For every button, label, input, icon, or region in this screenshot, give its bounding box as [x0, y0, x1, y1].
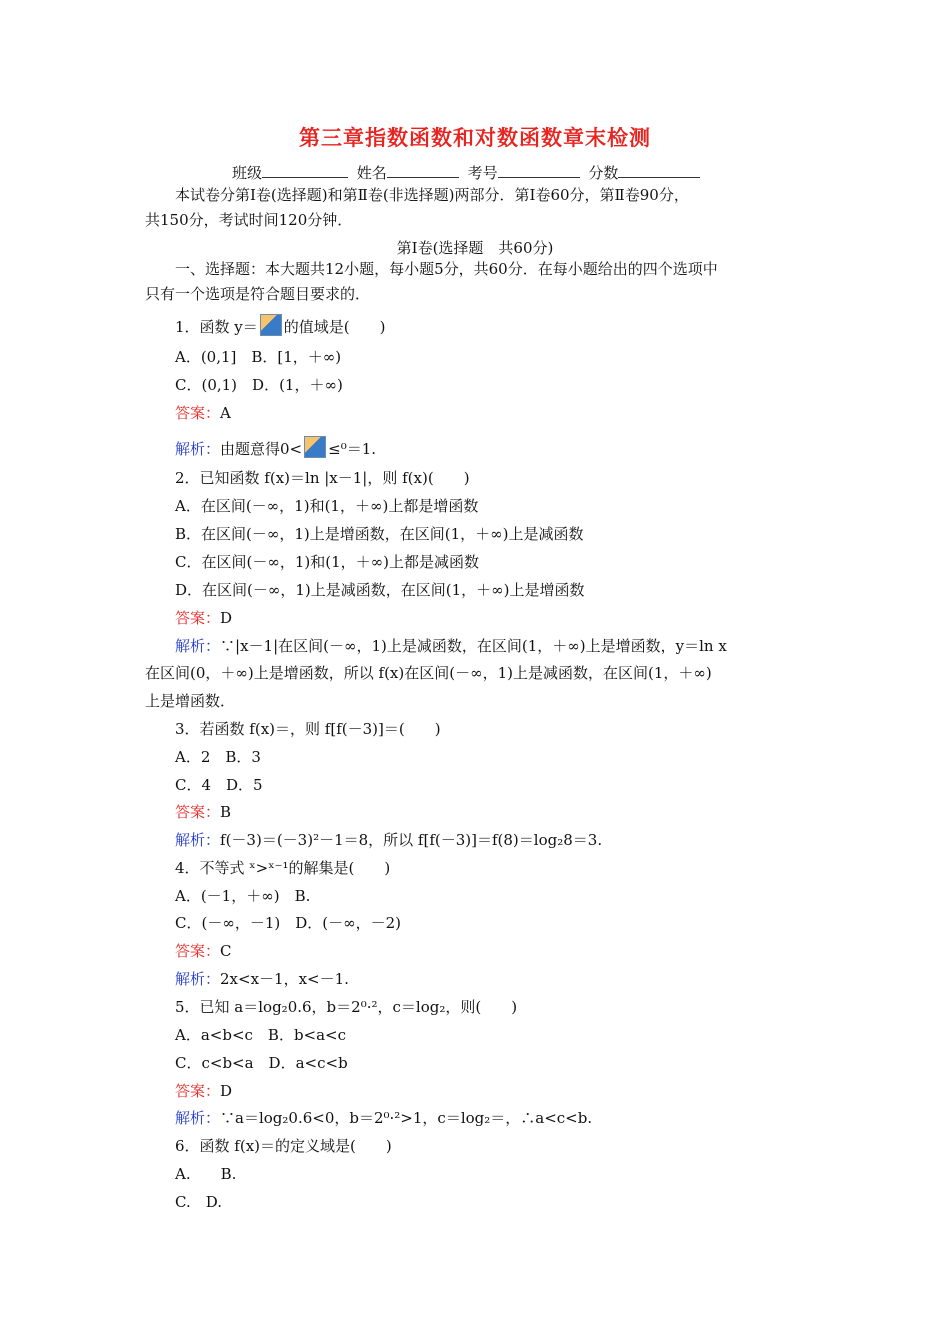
- q2-option-c: C．在区间(－∞，1)和(1，＋∞)上都是减函数: [175, 553, 479, 571]
- q2-option-a: A．在区间(－∞，1)和(1，＋∞)上都是增函数: [175, 497, 479, 515]
- q3-answer: 答案：B: [175, 803, 232, 821]
- name-blank: [387, 163, 459, 178]
- id-label: 考号: [467, 164, 498, 182]
- q5-stem: 5．已知 a＝log₂0.6，b＝2⁰·²，c＝log₂，则( ): [175, 998, 518, 1016]
- q1-analysis: 解析：由题意得0< ≤⁰＝1.: [175, 436, 376, 459]
- q1-options-2: C．(0,1) D．(1，＋∞): [175, 376, 343, 394]
- document-title: 第三章指数函数和对数函数章末检测: [299, 125, 651, 150]
- class-blank: [262, 163, 348, 178]
- intro-line-2: 共150分，考试时间120分钟．: [145, 211, 353, 229]
- q2-option-d: D．在区间(－∞，1)上是减函数，在区间(1，＋∞)上是增函数: [175, 581, 585, 599]
- q4-analysis: 解析：2x<x－1，x<－1.: [175, 970, 349, 988]
- q1-options-1: A．(0,1] B．[1，＋∞): [175, 348, 342, 366]
- q2-analysis-2: 在区间(0，＋∞)上是增函数，所以 f(x)在区间(－∞，1)上是减函数，在区间(1，＋∞): [145, 664, 712, 682]
- id-blank: [498, 163, 580, 178]
- q4-options-1: A．(－1，＋∞) B.: [175, 887, 311, 905]
- q3-stem: 3．若函数 f(x)＝，则 f[f(－3)]＝( ): [175, 720, 441, 738]
- q4-stem: 4．不等式 ˣ>ˣ⁻¹的解集是( ): [175, 859, 391, 877]
- section-desc-1: 一、选择题：本大题共12小题，每小题5分，共60分．在每小题给出的四个选项中: [175, 260, 718, 278]
- q5-answer: 答案：D: [175, 1082, 233, 1100]
- q5-analysis: 解析：∵a＝log₂0.6<0，b＝2⁰·²>1，c＝log₂＝，∴a<c<b.: [175, 1109, 593, 1127]
- q2-stem: 2．已知函数 f(x)＝ln |x－1|，则 f(x)( ): [175, 469, 470, 487]
- q3-options-2: C．4 D．5: [175, 776, 263, 794]
- score-label: 分数: [588, 164, 619, 182]
- q2-analysis-1: 解析：∵|x－1|在区间(－∞，1)上是减函数，在区间(1，＋∞)上是增函数，y＝ln x: [175, 637, 727, 655]
- q6-options-2: C. D.: [175, 1193, 222, 1211]
- class-label: 班级: [232, 164, 263, 182]
- score-blank: [618, 163, 700, 178]
- formula-image-icon: [260, 314, 282, 336]
- q1-answer: 答案：A: [175, 404, 231, 422]
- q5-options-2: C．c<b<a D．a<c<b: [175, 1054, 348, 1072]
- header-fields: [232, 163, 704, 183]
- q6-stem: 6．函数 f(x)＝的定义域是( ): [175, 1137, 392, 1155]
- q3-analysis: 解析：f(－3)＝(－3)²－1＝8，所以 f[f(－3)]＝f(8)＝log₂8＝3.: [175, 831, 603, 849]
- q1-stem: 1．函数 y＝ 的值域是( ): [175, 314, 386, 337]
- intro-line-1: 本试卷分第Ⅰ卷(选择题)和第Ⅱ卷(非选择题)两部分．第Ⅰ卷60分，第Ⅱ卷90分，: [175, 186, 689, 204]
- q6-options-1: A. B.: [175, 1165, 237, 1183]
- q4-answer: 答案：C: [175, 942, 232, 960]
- formula-image-icon: [304, 436, 326, 458]
- q3-options-1: A．2 B．3: [175, 748, 261, 766]
- q5-options-1: A．a<b<c B．b<a<c: [175, 1026, 347, 1044]
- q4-options-2: C．(－∞，－1) D．(－∞，－2): [175, 914, 401, 932]
- q2-analysis-3: 上是增函数．: [145, 692, 236, 710]
- name-label: 姓名: [356, 164, 387, 182]
- q2-answer: 答案：D: [175, 609, 233, 627]
- section-desc-2: 只有一个选项是符合题目要求的．: [145, 285, 371, 303]
- q2-option-b: B．在区间(－∞，1)上是增函数，在区间(1，＋∞)上是减函数: [175, 525, 584, 543]
- section-heading: 第Ⅰ卷(选择题 共60分): [396, 239, 554, 257]
